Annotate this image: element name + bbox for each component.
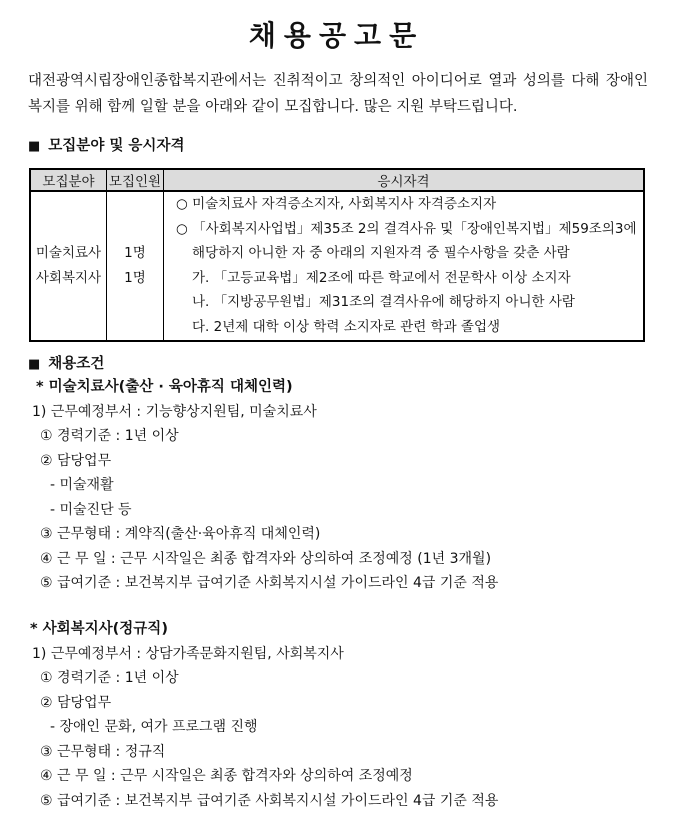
condition-line: ① 경력기준 : 1년 이상 (40, 428, 179, 444)
qual-line: ○ 미술치료사 자격증소지자, 사회복지사 자격증소지자 (176, 196, 497, 212)
qual-line: 해당하지 아니한 자 중 아래의 지원자격 중 필수사항을 갖춘 사람 (192, 245, 570, 262)
section-heading: 채용조건 (48, 356, 105, 372)
condition-line: ② 담당업무 (40, 694, 112, 711)
condition-line: 1) 근무예정부서 : 상담가족문화지원팀, 사회복지사 (32, 645, 344, 662)
field-social-worker: 사회복지사 (35, 269, 102, 286)
section-bullet: ■ (28, 139, 41, 154)
cell-fields (30, 191, 107, 341)
condition-line: ② 담당업무 (40, 452, 112, 469)
qual-line: 가. 「고등교육법」제2조에 따른 학교에서 전문학사 이상 소지자 (192, 269, 571, 286)
condition-line: - 미술재활 (50, 477, 114, 493)
condition-line: - 장애인 문화, 여가 프로그램 진행 (50, 719, 258, 735)
social-worker-heading: * 사회복지사(정규직) (30, 621, 168, 637)
art-therapist-heading: * 미술치료사(출산 · 육아휴직 대체인력) (36, 379, 293, 395)
table-header-row (30, 169, 644, 191)
page-title: 채용공고문 (248, 19, 425, 52)
cell-counts (107, 191, 164, 341)
cell-qualifications (164, 191, 645, 341)
header-qualification: 응시자격 (164, 169, 645, 191)
condition-line: ③ 근무형태 : 정규직 (40, 743, 166, 760)
condition-line: - 미술진단 등 (50, 501, 132, 518)
condition-line: ④ 근 무 일 : 근무 시작일은 최종 합격자와 상의하여 조정예정 (40, 768, 413, 784)
intro-paragraph: 대전광역시립장애인종합복지관에서는 진취적이고 창의적인 아이디어로 열과 성의를 다해 장애인복지를 위해 함께 일할 분을 아래와 같이 모집합니다. 많은 지원 부탁드립니다. (28, 73, 648, 115)
header-count: 모집인원 (107, 169, 164, 191)
condition-line: ① 경력기준 : 1년 이상 (40, 670, 179, 686)
condition-line: ⑤ 급여기준 : 보건복지부 급여기준 사회복지시설 가이드라인 4급 기준 적용 (40, 575, 499, 591)
condition-line: ⑤ 급여기준 : 보건복지부 급여기준 사회복지시설 가이드라인 4급 기준 적용 (40, 792, 499, 809)
count-social-worker: 1명 (124, 269, 146, 286)
condition-line: 1) 근무예정부서 : 기능향상지원팀, 미술치료사 (32, 403, 317, 420)
condition-line: ④ 근 무 일 : 근무 시작일은 최종 합격자와 상의하여 조정예정 (1년 3개월) (40, 550, 492, 567)
qual-line: 나. 「지방공무원법」제31조의 결격사유에 해당하지 아니한 사람 (192, 294, 575, 311)
section-recruitment-qualification (28, 134, 184, 155)
section-heading: 모집분야 및 응시자격 (48, 138, 185, 154)
qual-line: ○ 「사회복지사업법」제35조 2의 결격사유 및「장애인복지법」제59조의3에 (176, 220, 637, 237)
recruitment-table (29, 168, 645, 342)
social-worker-block (30, 617, 498, 813)
header-field: 모집분야 (30, 169, 107, 191)
section-bullet: ■ (28, 357, 41, 372)
table-row (30, 191, 644, 341)
condition-line: ③ 근무형태 : 계약직(출산·육아휴직 대체인력) (40, 526, 321, 542)
field-art-therapist: 미술치료사 (35, 244, 102, 261)
count-art-therapist: 1명 (124, 244, 146, 261)
art-therapist-block (30, 375, 498, 596)
section-employment-conditions (28, 352, 104, 373)
qual-line: 다. 2년제 대학 이상 학력 소지자로 관련 학과 졸업생 (192, 318, 501, 335)
